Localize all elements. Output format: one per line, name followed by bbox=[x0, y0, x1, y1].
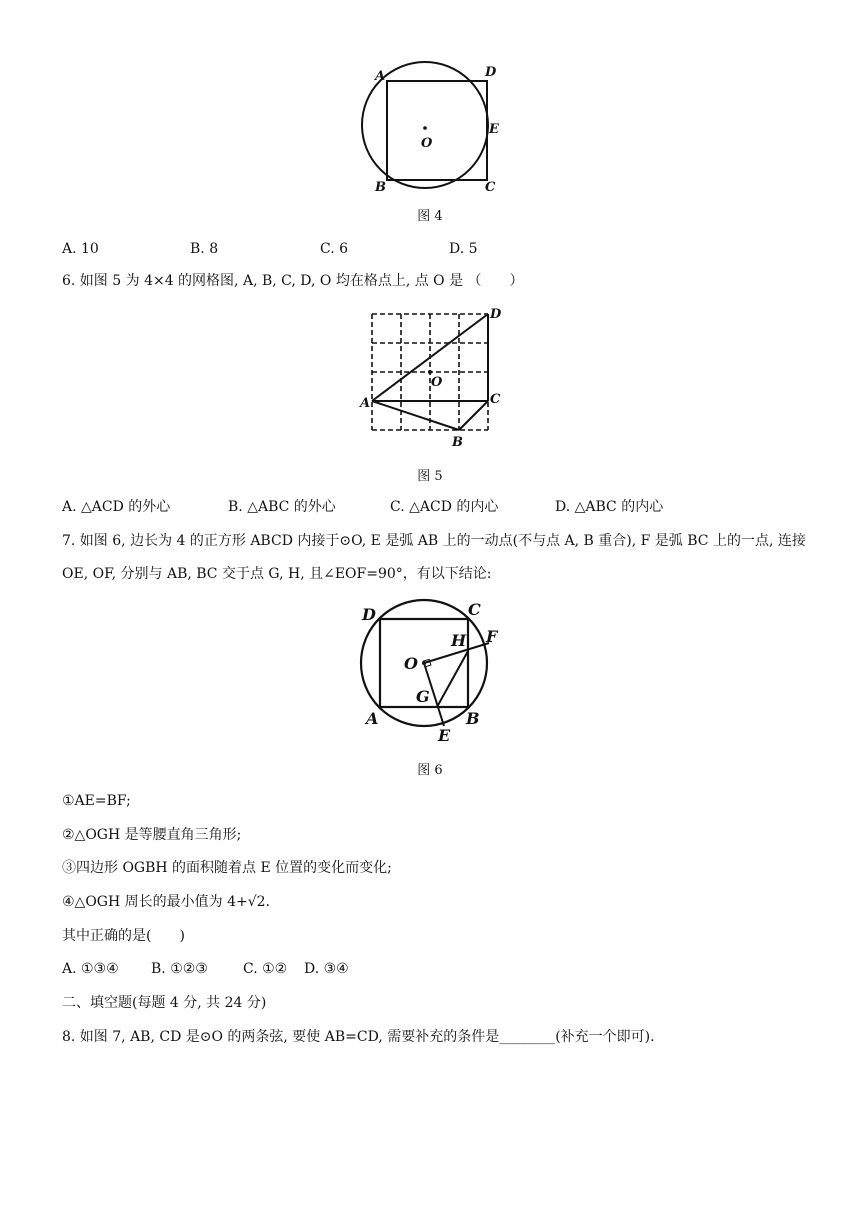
label-c: C bbox=[485, 180, 496, 195]
q6-option-a: A. △ACD 的外心 bbox=[62, 499, 171, 515]
q7-conclusion-1: ①AE=BF; bbox=[62, 793, 131, 809]
section-2-title: 二、填空题(每题 4 分, 共 24 分) bbox=[62, 995, 267, 1011]
point-o bbox=[428, 370, 432, 374]
label-o: O bbox=[421, 136, 433, 151]
label-o: O bbox=[431, 375, 443, 390]
label-a: A bbox=[360, 396, 371, 411]
figure-5 bbox=[358, 304, 508, 450]
label-c: C bbox=[468, 600, 481, 619]
q7-conclusion-3: ③四边形 OGBH 的面积随着点 E 位置的变化而变化; bbox=[62, 860, 392, 876]
q5-option-a: A. 10 bbox=[62, 241, 99, 257]
q5-option-d: D. 5 bbox=[449, 241, 478, 257]
figure-5-caption: 图 5 bbox=[417, 469, 443, 484]
label-b: B bbox=[466, 709, 480, 728]
q7-option-d: D. ③④ bbox=[304, 961, 349, 977]
figure-6 bbox=[358, 598, 508, 746]
figure-6-caption: 图 6 bbox=[417, 763, 443, 778]
center-point bbox=[422, 661, 426, 665]
q6-option-c: C. △ACD 的内心 bbox=[390, 499, 499, 515]
q7-stem-line1: 7. 如图 6, 边长为 4 的正方形 ABCD 内接于⊙O, E 是弧 AB 上的一动点(不与点 A, B 重合), F 是弧 BC 上的一点, 连接 bbox=[62, 533, 806, 549]
label-b: B bbox=[452, 435, 463, 450]
label-g: G bbox=[416, 687, 430, 706]
label-d: D bbox=[485, 65, 497, 80]
q7-question: 其中正确的是( ) bbox=[62, 928, 185, 944]
q6-option-b: B. △ABC 的外心 bbox=[228, 499, 336, 515]
label-o: O bbox=[404, 654, 418, 673]
q7-option-c: C. ①② bbox=[243, 961, 288, 977]
q5-option-b: B. 8 bbox=[190, 241, 219, 257]
label-e: E bbox=[489, 122, 499, 137]
label-f: F bbox=[486, 627, 498, 646]
q7-option-a: A. ①③④ bbox=[62, 961, 119, 977]
label-a: A bbox=[366, 709, 379, 728]
segment-gh bbox=[437, 651, 468, 707]
figure-4 bbox=[355, 60, 505, 200]
q7-option-b: B. ①②③ bbox=[151, 961, 208, 977]
q6-stem: 6. 如图 5 为 4×4 的网格图, A, B, C, D, O 均在格点上, 点 O 是 （ ） bbox=[62, 273, 524, 289]
figure-4-caption: 图 4 bbox=[417, 209, 443, 224]
label-b: B bbox=[375, 180, 386, 195]
center-point bbox=[423, 126, 427, 130]
q5-option-c: C. 6 bbox=[320, 241, 349, 257]
figure-4-diagram bbox=[355, 60, 505, 200]
q8-stem: 8. 如图 7, AB, CD 是⊙O 的两条弦, 要使 AB=CD, 需要补充的条件是________(补充一个即可). bbox=[62, 1029, 655, 1045]
q6-option-d: D. △ABC 的内心 bbox=[555, 499, 664, 515]
figure-5-diagram bbox=[358, 304, 508, 450]
square-abcd bbox=[387, 81, 487, 180]
label-d: D bbox=[490, 307, 502, 322]
label-d: D bbox=[362, 605, 376, 624]
label-c: C bbox=[490, 392, 501, 407]
figure-6-diagram bbox=[358, 598, 508, 746]
q7-stem-line2: OE, OF, 分别与 AB, BC 交于点 G, H, 且∠EOF=90°，有以下结论: bbox=[62, 566, 492, 582]
q7-conclusion-4: ④△OGH 周长的最小值为 4+√2. bbox=[62, 894, 271, 910]
label-a: A bbox=[375, 69, 386, 84]
q7-conclusion-2: ②△OGH 是等腰直角三角形; bbox=[62, 827, 242, 843]
label-e: E bbox=[438, 726, 451, 745]
label-h: H bbox=[451, 631, 467, 650]
